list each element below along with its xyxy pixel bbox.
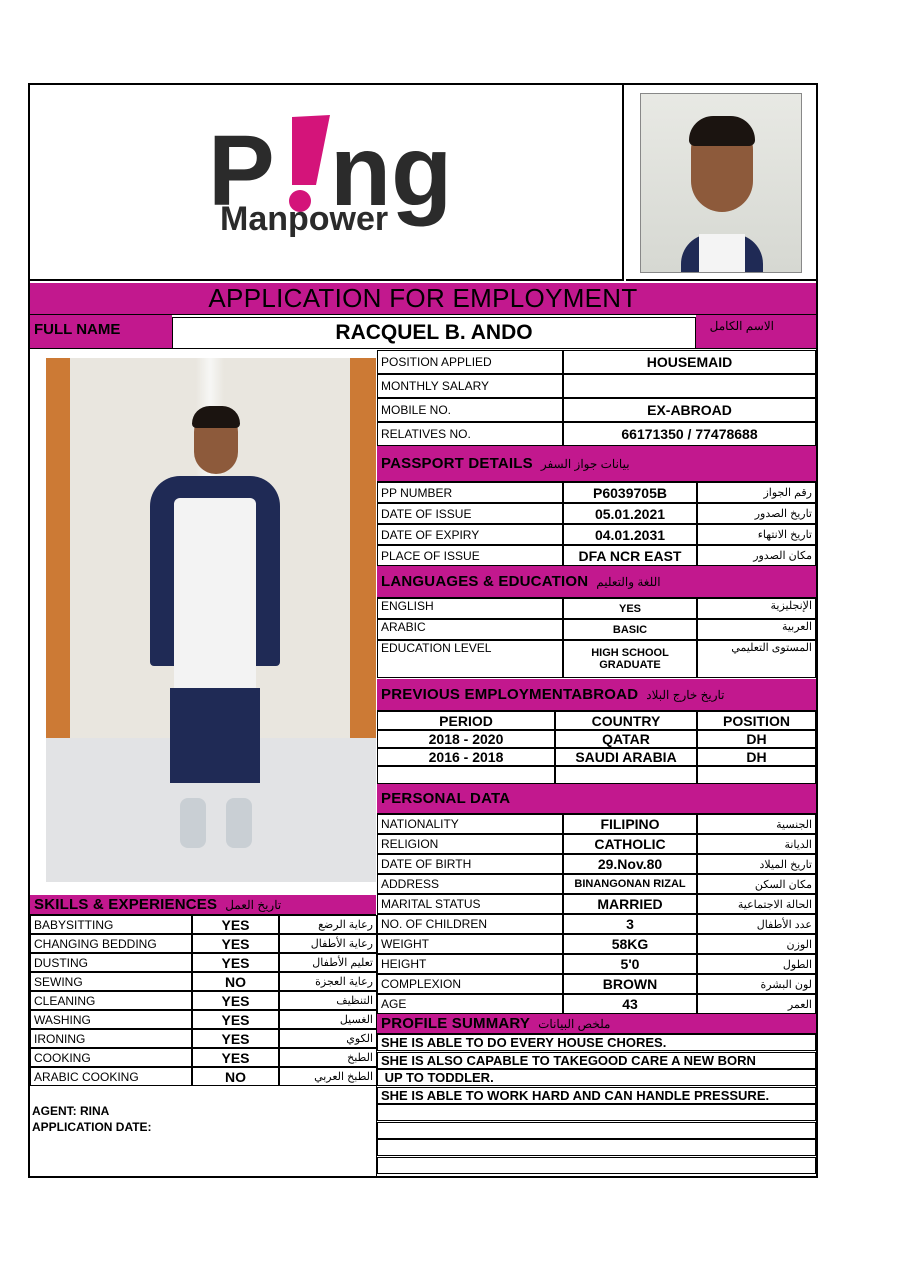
skills-header: SKILLS & EXPERIENCES تاريخ العمل [30,895,376,915]
skill-row-label: WASHING [30,1010,192,1029]
personal-row-arabic: عدد الأطفال [697,914,816,934]
language-row-arabic: المستوى التعليمي [697,640,816,678]
languages-header: LANGUAGES & EDUCATION اللغة والتعليم [377,566,816,598]
profile-line: SHE IS ABLE TO DO EVERY HOUSE CHORES. [377,1034,816,1051]
skill-row-value: YES [192,1029,279,1048]
employment-cell [377,766,555,784]
employment-cell: QATAR [555,730,697,748]
profile-line: SHE IS ALSO CAPABLE TO TAKEGOOD CARE A NEW BORN [377,1052,816,1069]
employment-cell: 2016 - 2018 [377,748,555,766]
profile-line: SHE IS ABLE TO WORK HARD AND CAN HANDLE PRESSURE. [377,1087,816,1104]
personal-row-arabic: العمر [697,994,816,1014]
language-row-arabic: الإنجليزية [697,598,816,619]
personal-row-label: WEIGHT [377,934,563,954]
personal-row-arabic: الجنسية [697,814,816,834]
personal-row-value: CATHOLIC [563,834,697,854]
skill-row-value: YES [192,991,279,1010]
personal-row-arabic: مكان السكن [697,874,816,894]
logo-ng: ng [330,115,453,227]
personal-row-value: BINANGONAN RIZAL [563,874,697,894]
employment-cell [555,766,697,784]
personal-row-value: MARRIED [563,894,697,914]
skill-row-arabic: تعليم الأطفال [279,953,377,972]
language-row-label: EDUCATION LEVEL [377,640,563,678]
language-row-value: HIGH SCHOOL GRADUATE [563,640,697,678]
top-row-label: MONTHLY SALARY [377,374,563,398]
employment-column-header: POSITION [697,711,816,730]
skill-row-label: ARABIC COOKING [30,1067,192,1086]
employment-cell: SAUDI ARABIA [555,748,697,766]
skill-row-arabic: الغسيل [279,1010,377,1029]
skill-row-arabic: الطبخ العربي [279,1067,377,1086]
personal-row-arabic: الطول [697,954,816,974]
passport-row-value: P6039705B [563,482,697,503]
top-row-label: POSITION APPLIED [377,350,563,374]
passport-row-arabic: مكان الصدور [697,545,816,566]
passport-row-value: 05.01.2021 [563,503,697,524]
full-name-label: FULL NAME [30,315,172,349]
skill-row-label: IRONING [30,1029,192,1048]
skill-row-arabic: رعاية الأطفال [279,934,377,953]
profile-line: UP TO TODDLER. [377,1069,816,1086]
profile-line [377,1139,816,1156]
portrait-photo [626,85,816,281]
top-row-label: RELATIVES NO. [377,422,563,446]
personal-row-value: 3 [563,914,697,934]
personal-row-value: FILIPINO [563,814,697,834]
skill-row-label: CLEANING [30,991,192,1010]
skill-row-arabic: التنظيف [279,991,377,1010]
personal-row-arabic: الحالة الاجتماعية [697,894,816,914]
skill-row-value: NO [192,1067,279,1086]
top-row-value [563,374,816,398]
employment-cell: 2018 - 2020 [377,730,555,748]
portrait-hair [689,116,755,146]
top-row-value: EX-ABROAD [563,398,816,422]
personal-row-label: NATIONALITY [377,814,563,834]
language-row-arabic: العربية [697,619,816,640]
skill-row-label: CHANGING BEDDING [30,934,192,953]
full-name-value: RACQUEL B. ANDO [172,317,696,349]
personal-row-value: 29.Nov.80 [563,854,697,874]
profile-line [377,1104,816,1121]
logo [30,85,624,281]
passport-row-label: DATE OF ISSUE [377,503,563,524]
skill-row-value: YES [192,915,279,934]
photo-apron [174,498,256,698]
employment-cell [697,766,816,784]
portrait-apron [699,234,745,273]
passport-row-label: PLACE OF ISSUE [377,545,563,566]
personal-row-label: ADDRESS [377,874,563,894]
skill-row-label: BABYSITTING [30,915,192,934]
employment-column-header: COUNTRY [555,711,697,730]
skill-row-arabic: الكوي [279,1029,377,1048]
passport-row-value: DFA NCR EAST [563,545,697,566]
skill-row-arabic: رعاية العجزة [279,972,377,991]
skill-row-value: YES [192,1048,279,1067]
application-date-label: APPLICATION DATE: [32,1120,152,1134]
profile-line [377,1157,816,1174]
skill-row-label: COOKING [30,1048,192,1067]
photo-hair [192,406,240,428]
profile-line [377,1122,816,1139]
skill-row-value: YES [192,953,279,972]
employment-header: PREVIOUS EMPLOYMENTABROAD تاريخ خارج البلاد [377,679,816,711]
passport-row-arabic: رقم الجواز [697,482,816,503]
skill-row-value: NO [192,972,279,991]
personal-row-label: NO. OF CHILDREN [377,914,563,934]
personal-row-arabic: الوزن [697,934,816,954]
logo-p: P [208,115,275,227]
personal-row-label: HEIGHT [377,954,563,974]
photo-shoe-left [180,798,206,848]
photo-pants [170,688,260,783]
employment-cell: DH [697,748,816,766]
skill-row-label: SEWING [30,972,192,991]
personal-row-label: MARITAL STATUS [377,894,563,914]
language-row-label: ARABIC [377,619,563,640]
top-row-label: MOBILE NO. [377,398,563,422]
personal-row-arabic: لون البشرة [697,974,816,994]
passport-row-arabic: تاريخ الصدور [697,503,816,524]
passport-header: PASSPORT DETAILS بيانات جواز السفر [377,446,816,482]
personal-row-value: BROWN [563,974,697,994]
personal-row-value: 58KG [563,934,697,954]
top-row-value: HOUSEMAID [563,350,816,374]
language-row-value: YES [563,598,697,619]
agent-label: AGENT: RINA [32,1104,110,1118]
skill-row-arabic: رعاية الرضع [279,915,377,934]
language-row-value: BASIC [563,619,697,640]
page-title-text: APPLICATION FOR EMPLOYMENT [208,283,638,313]
passport-row-label: PP NUMBER [377,482,563,503]
employment-cell: DH [697,730,816,748]
ping-logo-graphic [30,85,624,281]
employment-column-header: PERIOD [377,711,555,730]
personal-row-label: AGE [377,994,563,1014]
personal-row-label: DATE OF BIRTH [377,854,563,874]
language-row-label: ENGLISH [377,598,563,619]
passport-row-arabic: تاريخ الانتهاء [697,524,816,545]
top-row-value: 66171350 / 77478688 [563,422,816,446]
skill-row-label: DUSTING [30,953,192,972]
profile-header: PROFILE SUMMARY ملخص البيانات [377,1014,816,1034]
personal-header: PERSONAL DATA [377,784,816,814]
logo-subtitle: Manpower [220,200,389,238]
agent-box [30,1086,377,1176]
skill-row-arabic: الطبخ [279,1048,377,1067]
full-body-photo [46,358,376,882]
personal-row-value: 5'0 [563,954,697,974]
personal-row-arabic: الديانة [697,834,816,854]
skill-row-value: YES [192,934,279,953]
passport-row-value: 04.01.2031 [563,524,697,545]
personal-row-arabic: تاريخ الميلاد [697,854,816,874]
personal-row-label: RELIGION [377,834,563,854]
skill-row-value: YES [192,1010,279,1029]
page-title [30,283,816,315]
passport-row-label: DATE OF EXPIRY [377,524,563,545]
full-name-arabic: الاسم الكامل [696,315,816,349]
personal-row-value: 43 [563,994,697,1014]
logo-exclamation-icon [292,115,330,185]
portrait-image [640,93,802,273]
photo-shoe-right [226,798,252,848]
personal-row-label: COMPLEXION [377,974,563,994]
